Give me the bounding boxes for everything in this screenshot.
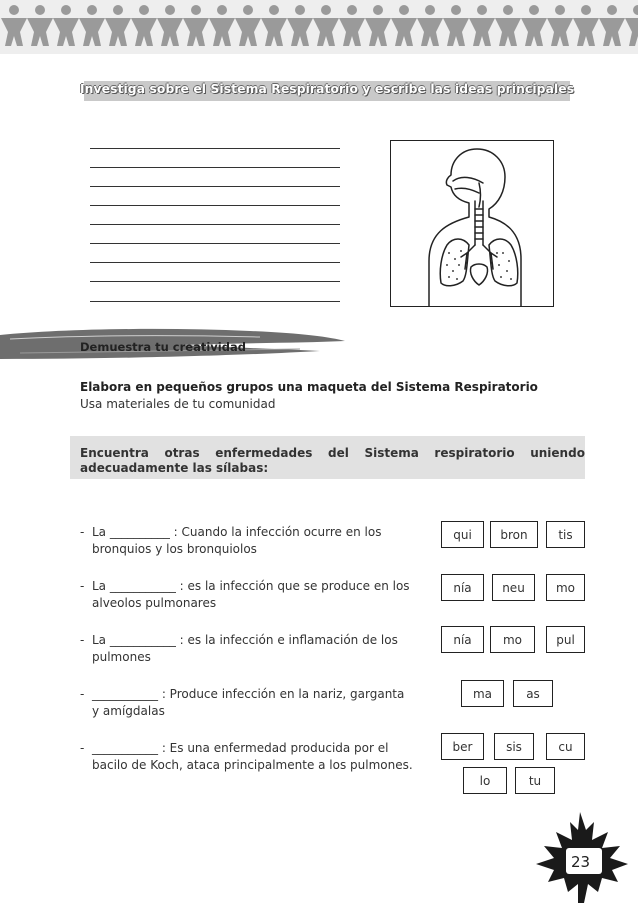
diseases-instruction-line2: adecuadamente las sílabas: xyxy=(80,461,269,475)
syllable-box[interactable]: nía xyxy=(441,626,484,653)
instruction-word: Encuentra xyxy=(80,446,149,460)
creativity-heading: Demuestra tu creatividad xyxy=(80,340,246,354)
syllable-box[interactable]: qui xyxy=(441,521,484,548)
syllable-box[interactable]: nía xyxy=(441,574,484,601)
writing-line[interactable] xyxy=(90,186,340,187)
writing-line[interactable] xyxy=(90,167,340,168)
instruction-word: del xyxy=(327,446,349,460)
writing-line[interactable] xyxy=(90,148,340,149)
syllable-box[interactable]: tu xyxy=(515,767,555,794)
instruction-title: Investiga sobre el Sistema Respiratorio y escribe las ideas principales xyxy=(80,82,575,96)
syllable-box[interactable]: cu xyxy=(546,733,585,760)
writing-line[interactable] xyxy=(90,205,340,206)
instruction-word: otras xyxy=(164,446,200,460)
writing-line[interactable] xyxy=(90,281,340,282)
syllable-box[interactable]: as xyxy=(513,680,553,707)
diseases-instruction-line1 xyxy=(80,446,585,460)
writing-line[interactable] xyxy=(90,224,340,225)
syllable-box[interactable]: neu xyxy=(492,574,535,601)
syllable-box[interactable]: bron xyxy=(490,521,538,548)
respiratory-system-illustration xyxy=(390,140,554,307)
writing-line[interactable] xyxy=(90,243,340,244)
syllable-box[interactable]: tis xyxy=(546,521,585,548)
writing-line[interactable] xyxy=(90,262,340,263)
syllable-box[interactable]: sis xyxy=(494,733,534,760)
exercise-definition-cont: bacilo de Koch, ataca principalmente a los pulmones. xyxy=(92,758,413,772)
syllable-box[interactable]: ber xyxy=(441,733,484,760)
instruction-word: uniendo xyxy=(530,446,585,460)
exercise-definition: ___________ : Produce infección en la nariz, garganta xyxy=(92,687,405,701)
exercise-definition-cont: alveolos pulmonares xyxy=(92,596,217,610)
model-task: Elabora en pequeños grupos una maqueta del Sistema Respiratorio xyxy=(80,380,538,394)
exercise-definition: La ___________ : es la infección e inflamación de los xyxy=(92,633,398,647)
syllable-box[interactable]: ma xyxy=(461,680,504,707)
exercise-definition-cont: pulmones xyxy=(92,650,151,664)
exercise-definition: La __________ : Cuando la infección ocurre en los xyxy=(92,525,382,539)
page-number: 23 xyxy=(571,853,591,871)
respiratory-system-icon xyxy=(391,141,553,306)
exercise-definition: La ___________ : es la infección que se produce en los xyxy=(92,579,410,593)
instruction-word: respiratorio xyxy=(434,446,515,460)
exercise-definition-cont: bronquios y los bronquiolos xyxy=(92,542,257,556)
materials-note: Usa materiales de tu comunidad xyxy=(80,397,276,411)
writing-line[interactable] xyxy=(90,301,340,302)
instruction-word: Sistema xyxy=(364,446,419,460)
syllable-box[interactable]: mo xyxy=(490,626,535,653)
instruction-word: enfermedades xyxy=(215,446,313,460)
exercise-definition-cont: y amígdalas xyxy=(92,704,165,718)
syllable-box[interactable]: lo xyxy=(463,767,507,794)
syllable-box[interactable]: mo xyxy=(546,574,585,601)
syllable-box[interactable]: pul xyxy=(546,626,585,653)
exercise-definition: ___________ : Es una enfermedad producida por el xyxy=(92,741,389,755)
decorative-top-border xyxy=(0,0,638,54)
